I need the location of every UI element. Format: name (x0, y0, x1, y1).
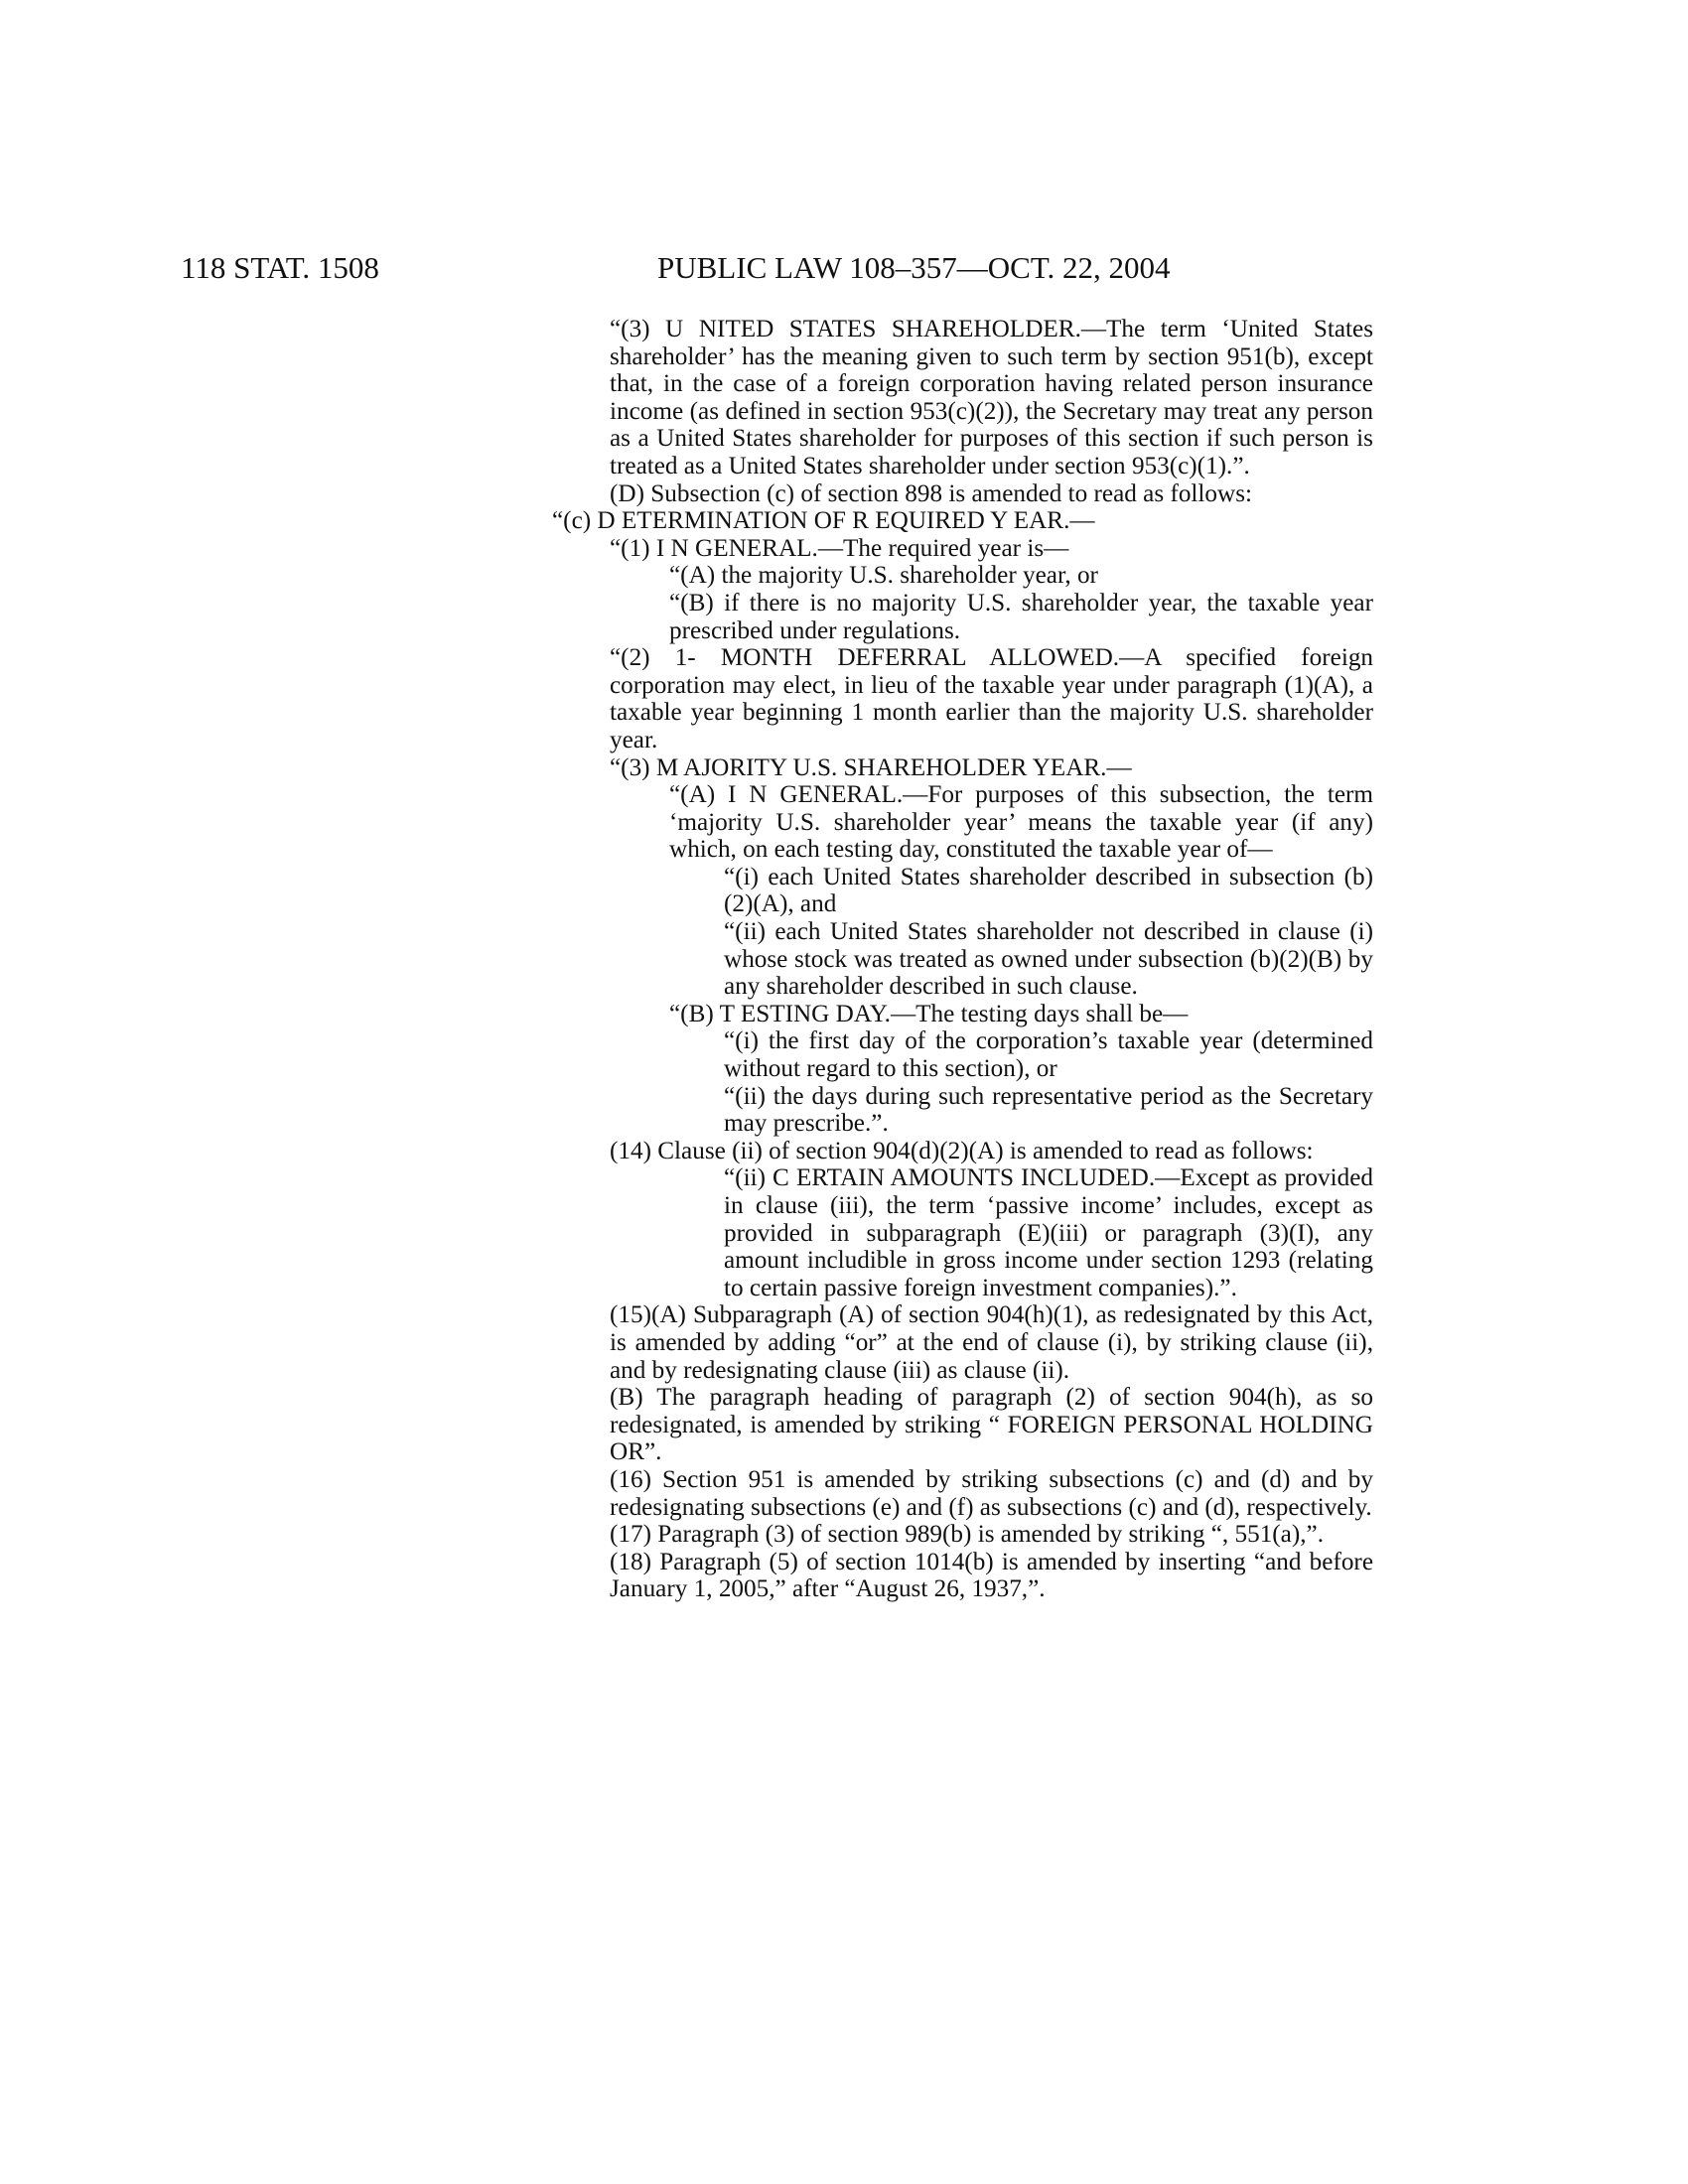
clause-i-each-shareholder: “(i) each United States shareholder described in subsection (b)(2)(A), and (724, 863, 1373, 918)
paragraph-15-a: (15)(A) Subparagraph (A) of section 904(h)(1), as redesignated by this Act, is amended by adding “or” at the end of clause (i), by striking clause (ii), and by redesignating clause (iii) as clause (ii). (610, 1301, 1373, 1384)
paragraph-15-b: (B) The paragraph heading of paragraph (2) of section 904(h), as so redesignated, is amended by striking “ FOREIGN PERSONAL HOLDING OR”. (610, 1384, 1373, 1466)
paragraph-in-general-required-year: “(1) I N GENERAL.—The required year is— (610, 534, 1069, 562)
paragraph-d-subsection-c: (D) Subsection (c) of section 898 is amended to read as follows: (610, 479, 1253, 507)
clause-i-first-day: “(i) the first day of the corporation’s taxable year (determined without regard to this section), or (724, 1027, 1373, 1083)
clause-b-testing-day: “(B) T ESTING DAY.—The testing days shall be— (669, 1000, 1189, 1027)
paragraph-united-states-shareholder: “(3) U NITED STATES SHAREHOLDER.—The term ‘United States shareholder’ has the meaning given to such term by section 951(b), except that, in the case of a foreign corporation having related person insurance income (as defined in section 953(c)(2)), the Secretary may treat any person as a United States shareholder for purposes of this section if such person is treated as a United States shareholder under section 953(c)(1).”. (610, 316, 1373, 479)
statute-page-number: 118 STAT. 1508 (181, 250, 379, 285)
paragraph-18: (18) Paragraph (5) of section 1014(b) is amended by inserting “and before January 1, 2005,” after “August 26, 1937,”. (610, 1548, 1373, 1603)
clause-a-majority-year: “(A) the majority U.S. shareholder year, or (669, 562, 1098, 590)
clause-ii-certain-amounts-included: “(ii) C ERTAIN AMOUNTS INCLUDED.—Except as provided in clause (iii), the term ‘passive income’ includes, except as provided in subparagraph (E)(iii) or paragraph (3)(I), any amount includible in gross income under section 1293 (relating to certain passive foreign investment companies).”. (724, 1164, 1373, 1301)
paragraph-16: (16) Section 951 is amended by striking subsections (c) and (d) and by redesignating subsections (e) and (f) as subsections (c) and (d), respectively. (610, 1465, 1373, 1521)
clause-ii-each-shareholder: “(ii) each United States shareholder not described in clause (i) whose stock was treated as owned under subsection (b)(2)(B) by any shareholder described in such clause. (724, 918, 1373, 1001)
clause-a-in-general: “(A) I N GENERAL.—For purposes of this subsection, the term ‘majority U.S. shareholder year’ means the taxable year (if any) which, on each testing day, constituted the taxable year of— (669, 781, 1373, 864)
paragraph-14: (14) Clause (ii) of section 904(d)(2)(A) is amended to read as follows: (610, 1137, 1314, 1164)
public-law-citation: PUBLIC LAW 108–357—OCT. 22, 2004 (657, 250, 1171, 285)
clause-ii-representative-period: “(ii) the days during such representative period as the Secretary may prescribe.”. (724, 1082, 1373, 1138)
paragraph-17: (17) Paragraph (3) of section 989(b) is amended by striking “, 551(a),”. (610, 1521, 1325, 1549)
page-header (181, 248, 1372, 288)
heading-majority-shareholder-year: “(3) M AJORITY U.S. SHAREHOLDER YEAR.— (610, 753, 1132, 781)
clause-b-no-majority-year: “(B) if there is no majority U.S. shareholder year, the taxable year prescribed under regulations. (669, 589, 1373, 644)
law-body-text (552, 316, 1373, 1603)
paragraph-1-month-deferral: “(2) 1- MONTH DEFERRAL ALLOWED.—A specified foreign corporation may elect, in lieu of the taxable year under paragraph (1)(A), a taxable year beginning 1 month earlier than the majority U.S. shareholder year. (610, 644, 1373, 753)
heading-determination-required-year: “(c) D ETERMINATION OF R EQUIRED Y EAR.— (552, 507, 1095, 535)
